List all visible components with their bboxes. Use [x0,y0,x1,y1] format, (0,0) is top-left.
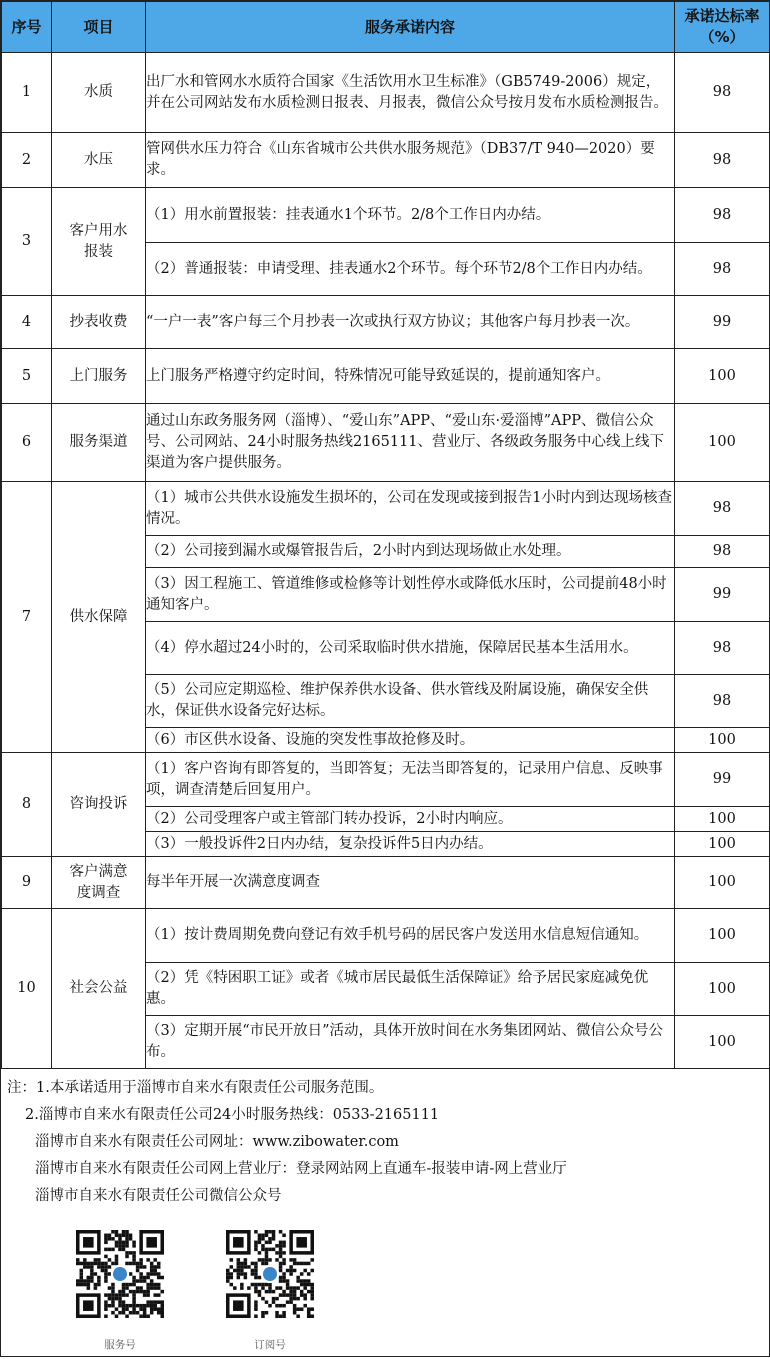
qr-service [75,1230,165,1359]
note-wechat: 淄博市自来水有限责任公司微信公众号 [35,1188,282,1204]
qr-code-row [75,1230,763,1359]
qr-code-icon [226,1230,314,1318]
row-number: 3 [2,188,52,296]
table-row [2,857,770,909]
note-scope: 注：1.本承诺适用于淄博市自来水有限责任公司服务范围。 [7,1080,384,1096]
row-rate: 98 [675,536,770,568]
row-rate: 98 [675,133,770,188]
row-rate: 99 [675,296,770,349]
row-item [52,188,146,296]
row-content: 出厂水和管网水水质符合国家《生活饮用水卫生标准》（GB5749-2006）规定，并在公司网站发布水质检测日报表、月报表，微信公众号按月发布水质检测报告。 [146,53,675,133]
row-number: 2 [2,133,52,188]
row-content: 管网供水压力符合《山东省城市公共供水服务规范》（DB37/T 940—2020）要求。 [146,133,675,188]
table-row [2,909,770,963]
row-rate: 98 [675,53,770,133]
row-content: 每半年开展一次满意度调查 [146,857,675,909]
row-content: （4）停水超过24小时的，公司采取临时供水措施，保障居民基本生活用水。 [146,622,675,675]
row-rate: 100 [675,1016,770,1069]
row-rate: 98 [675,243,770,296]
row-content: （1）客户咨询有即答复的，当即答复；无法当即答复的，记录用户信息、反映事项，调查清楚后回复用户。 [146,753,675,807]
table-row [2,53,770,133]
row-number: 7 [2,482,52,753]
row-item: 上门服务 [52,349,146,404]
row-item: 抄表收费 [52,296,146,349]
row-rate: 98 [675,622,770,675]
notes-section [1,1069,769,1359]
row-content: “一户一表”客户每三个月抄表一次或执行双方协议；其他客户每月抄表一次。 [146,296,675,349]
row-number: 1 [2,53,52,133]
row-content: （2）凭《特困职工证》或者《城市居民最低生活保障证》给予居民家庭减免优惠。 [146,963,675,1016]
row-number: 5 [2,349,52,404]
row-content: 上门服务严格遵守约定时间，特殊情况可能导致延误的，提前通知客户。 [146,349,675,404]
row-item: 社会公益 [52,909,146,1069]
row-content: （1）用水前置报装：挂表通水1个环节。2/8个工作日内办结。 [146,188,675,243]
row-item: 水质 [52,53,146,133]
row-number: 9 [2,857,52,909]
table-row [2,482,770,536]
row-item: 水压 [52,133,146,188]
row-number: 4 [2,296,52,349]
row-rate: 98 [675,482,770,536]
table-row [2,404,770,482]
qr-subscription [225,1230,315,1359]
row-rate: 100 [675,857,770,909]
header-no: 序号 [2,2,52,53]
service-table [1,1,770,1069]
qr-service-label: 服务号 [104,1339,136,1351]
row-content: （1）城市公共供水设施发生损坏的，公司在发现或接到报告1小时内到达现场核查情况。 [146,482,675,536]
header-rate [675,2,770,53]
row-item-text: 客户满意度调查 [69,863,128,901]
row-content: （5）公司应定期巡检、维护保养供水设备、供水管线及附属设施，确保安全供水，保证供水设备完好达标。 [146,675,675,728]
table-row [2,133,770,188]
row-number: 6 [2,404,52,482]
row-rate: 99 [675,568,770,622]
row-rate: 100 [675,807,770,832]
row-item: 咨询投诉 [52,753,146,857]
row-rate: 100 [675,349,770,404]
row-item: 供水保障 [52,482,146,753]
note-website: 淄博市自来水有限责任公司网址：www.zibowater.com [35,1134,399,1150]
row-content: （2）公司受理客户或主管部门转办投诉，2小时内响应。 [146,807,675,832]
row-number: 8 [2,753,52,857]
table-row [2,188,770,243]
row-item-text: 客户用水报装 [69,222,128,260]
row-rate: 98 [675,675,770,728]
qr-subscription-label: 订阅号 [254,1339,286,1351]
header-rate-line2: （%） [699,28,745,46]
qr-code-icon [76,1230,164,1318]
table-row [2,753,770,807]
header-content: 服务承诺内容 [146,2,675,53]
row-content: 通过山东政务服务网（淄博）、“爱山东”APP、“爱山东·爱淄博”APP、微信公众号、公司网站、24小时服务热线2165111、营业厅、各级政务服务中心线上线下渠道为客户提供服务。 [146,404,675,482]
row-rate: 98 [675,188,770,243]
row-content: （2）公司接到漏水或爆管报告后，2小时内到达现场做止水处理。 [146,536,675,568]
row-rate: 100 [675,404,770,482]
row-rate: 100 [675,963,770,1016]
row-content: （1）按计费周期免费向登记有效手机号码的居民客户发送用水信息短信通知。 [146,909,675,963]
row-rate: 99 [675,753,770,807]
note-online-hall: 淄博市自来水有限责任公司网上营业厅：登录网站网上直通车-报装申请-网上营业厅 [35,1161,567,1177]
row-rate: 100 [675,909,770,963]
row-content: （3）因工程施工、管道维修或检修等计划性停水或降低水压时，公司提前48小时通知客户。 [146,568,675,622]
row-content: （2）普通报装：申请受理、挂表通水2个环节。每个环节2/8个工作日内办结。 [146,243,675,296]
row-content: （3）一般投诉件2日内办结，复杂投诉件5日内办结。 [146,832,675,857]
row-content: （3）定期开展“市民开放日”活动，具体开放时间在水务集团网站、微信公众号公布。 [146,1016,675,1069]
table-row [2,296,770,349]
row-number: 10 [2,909,52,1069]
row-rate: 100 [675,728,770,753]
header-rate-line1: 承诺达标率 [684,7,760,25]
table-row [2,349,770,404]
header-row [2,2,770,53]
row-item: 服务渠道 [52,404,146,482]
note-hotline: 2.淄博市自来水有限责任公司24小时服务热线：0533-2165111 [25,1107,440,1123]
row-content: （6）市区供水设备、设施的突发性事故抢修及时。 [146,728,675,753]
header-item: 项目 [52,2,146,53]
row-item [52,857,146,909]
row-rate: 100 [675,832,770,857]
